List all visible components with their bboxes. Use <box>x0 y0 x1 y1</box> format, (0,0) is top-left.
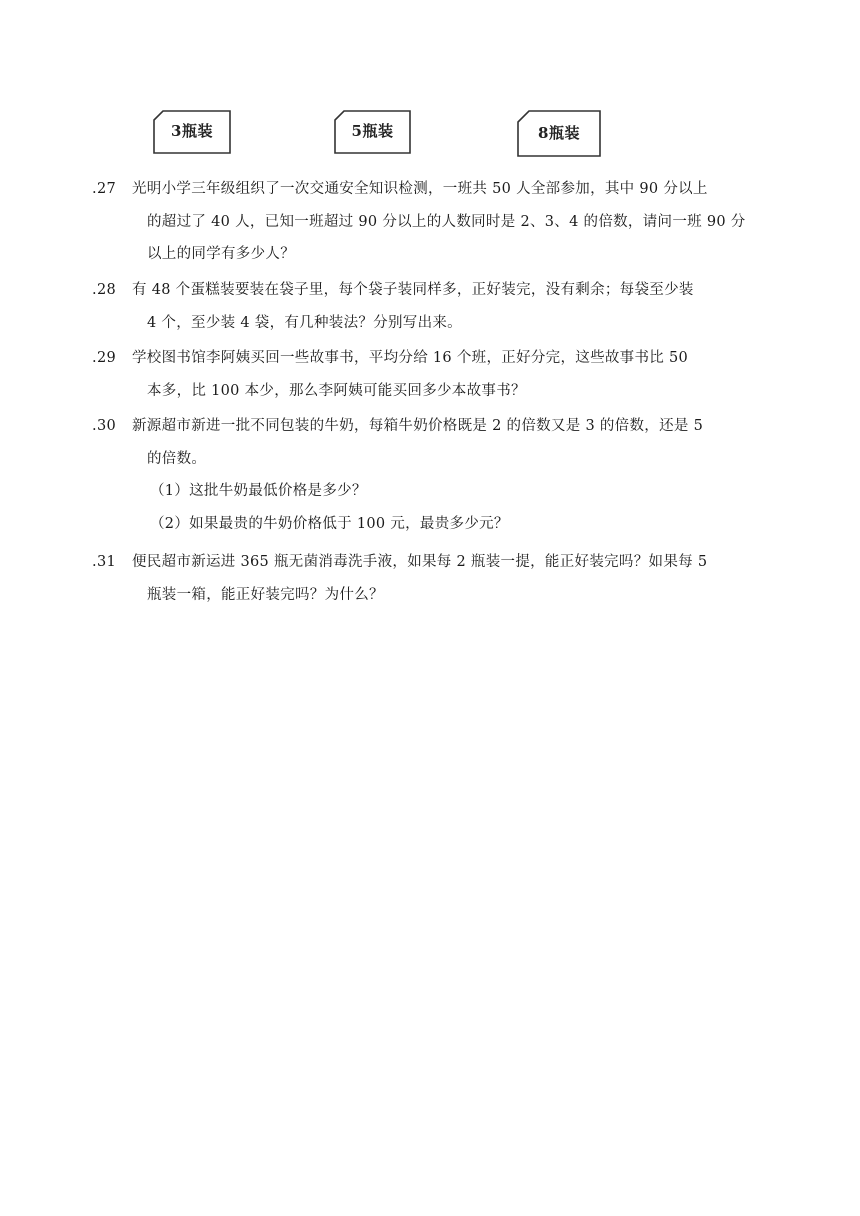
package-label-8 <box>517 110 601 157</box>
question-line: 便民超市新运进 365 瓶无菌消毒洗手液，如果每 2 瓶装一提，能正好装完吗？如果每 5 <box>132 554 708 570</box>
sub-question-1: （1）这批牛奶最低价格是多少？ <box>150 483 367 499</box>
question-line: 有 48 个蛋糕装要装在袋子里，每个袋子装同样多，正好装完，没有剩余；每袋至少装 <box>132 282 694 298</box>
question-line: 本多，比 100 本少，那么李阿姨可能买回多少本故事书？ <box>147 382 526 399</box>
question-30: 30. 新源超市新进一批不同包装的牛奶，每箱牛奶价格既是 2 的倍数又是 3 的倍数，还是 5 的倍数。 （1）这批牛奶最低价格是多少？ （2）如果最贵的牛奶价格低于 100 元，最贵多少元？ <box>132 410 732 540</box>
question-27: 27. 光明小学三年级组织了一次交通安全知识检测，一班共 50 人全部参加，其中 90 分以上 的超过了 40 人，已知一班超过 90 分以上的人数同时是 2、3、4 的倍数，请问一班 90 分 以上的同学有多少人？ <box>132 173 732 271</box>
question-29: 29. 学校图书馆李阿姨买回一些故事书，平均分给 16 个班，正好分完，这些故事书比 50 本多，比 100 本少，那么李阿姨可能买回多少本故事书？ <box>132 342 732 407</box>
package-label-text: 5瓶装 <box>351 122 394 140</box>
question-line: 瓶装一箱，能正好装完吗？为什么？ <box>147 586 384 603</box>
question-line: 的超过了 40 人，已知一班超过 90 分以上的人数同时是 2、3、4 的倍数，请问一班 90 分 <box>147 213 746 230</box>
package-label-3 <box>153 110 231 154</box>
question-line: 以上的同学有多少人？ <box>147 246 295 262</box>
package-label-5 <box>334 110 411 154</box>
package-labels <box>0 0 860 170</box>
question-line: 4 个，至少装 4 袋，有几种装法？分别写出来。 <box>147 314 462 331</box>
package-label-text: 8瓶装 <box>538 124 580 142</box>
question-28: 28. 有 48 个蛋糕装要装在袋子里，每个袋子装同样多，正好装完，没有剩余；每袋至少装 4 个，至少装 4 袋，有几种装法？分别写出来。 <box>132 274 732 339</box>
sub-question-2: （2）如果最贵的牛奶价格低于 100 元，最贵多少元？ <box>150 515 509 532</box>
question-line: 学校图书馆李阿姨买回一些故事书，平均分给 16 个班，正好分完，这些故事书比 50 <box>132 350 689 366</box>
question-line: 光明小学三年级组织了一次交通安全知识检测，一班共 50 人全部参加，其中 90 分以上 <box>132 181 708 197</box>
question-line: 新源超市新进一批不同包装的牛奶，每箱牛奶价格既是 2 的倍数又是 3 的倍数，还是 5 <box>132 418 704 434</box>
question-line: 的倍数。 <box>147 450 207 467</box>
question-31: 31. 便民超市新运进 365 瓶无菌消毒洗手液，如果每 2 瓶装一提，能正好装完吗？如果每 5 瓶装一箱，能正好装完吗？为什么？ <box>132 546 732 611</box>
package-label-text: 3瓶装 <box>171 122 213 140</box>
